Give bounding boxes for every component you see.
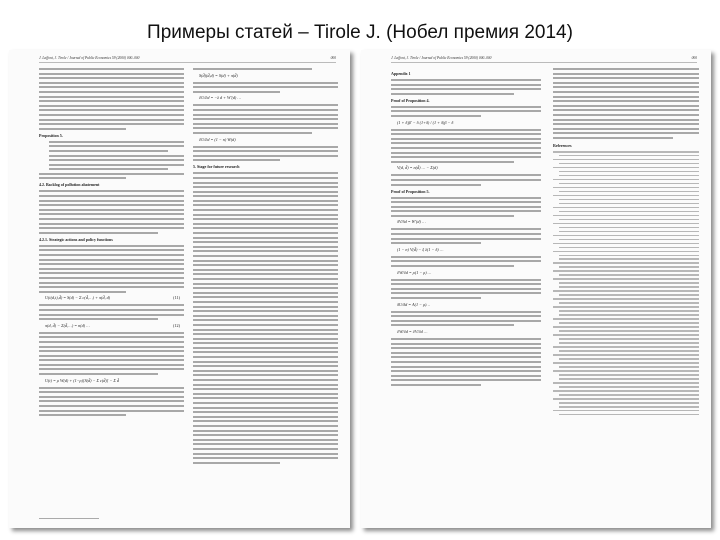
text-column-right xyxy=(193,68,338,520)
text-column-left xyxy=(391,68,541,520)
section-heading: 4.2. Backlog of pollution abatement xyxy=(39,182,100,188)
equation: V(d, d̃) = n(d̃) … − Σ(d) xyxy=(397,165,438,171)
equation: ∂W/∂d = ρ(1 − ρ) … xyxy=(397,269,432,275)
text-column-left xyxy=(39,68,184,520)
reference-list xyxy=(553,151,699,416)
equation: U(t) = ρ W(d) + (1−ρ)[S(d̃) − Σ c(d̃)] − Σ d̃ xyxy=(45,377,119,383)
proof-heading: Proof of Proposition 4. xyxy=(391,97,430,103)
page-header xyxy=(39,56,336,63)
equation: S(d̃)(d̃,d) = S(d) + π(d̃) xyxy=(199,72,238,78)
equation: ∂U/∂d = −λ d + W′(d) … xyxy=(199,95,242,101)
footnote-rule xyxy=(39,518,99,519)
proposition-heading: Proposition 5. xyxy=(39,132,63,138)
page-number: 000 xyxy=(330,56,336,60)
subsection-heading: 4.2.1. Strategic actions and policy functions xyxy=(39,236,113,242)
equation: (1 + δ)β′ − δ (1+δ) / (1 + δ)β − δ xyxy=(397,119,454,125)
equation: ∂U/∂d = (1 − n) W(d) xyxy=(199,136,236,142)
text-column-right xyxy=(553,68,699,520)
appendix-heading: Appendix 1 xyxy=(391,71,411,76)
equation: (1 − n) V(d̃) − ξ λ(1 − δ) … xyxy=(397,246,444,252)
equation: ∂W/∂d = ∂V/∂d … xyxy=(397,328,428,334)
page-header-citation: J. Laffont, J. Tirole / Journal of Public Economics 59 (2000) 000–000 xyxy=(39,56,140,60)
section-heading: 5. Stage for future research xyxy=(193,164,240,170)
references-heading: References xyxy=(553,142,572,148)
slide-title: Примеры статей – Tirole J. (Нобел премия 2014) xyxy=(147,22,573,43)
page-number: 000 xyxy=(691,56,697,60)
equation: δU/δd = A(1 − ρ)… xyxy=(397,301,431,307)
proof-heading: Proof of Proposition 5. xyxy=(391,188,430,194)
article-page-left xyxy=(9,50,350,528)
equation: U(t(d,t),d̃) = S(d) − Σ c(d̃,…) + π(d̃, d) (11) xyxy=(45,295,180,301)
article-page-right xyxy=(361,50,711,528)
equation: δV/δd = W′(d) … xyxy=(397,219,426,225)
equation: π(d, d̃) − Σ(d̃,…) = n(d) … (12) xyxy=(45,322,180,328)
page-header-citation: J. Laffont, J. Tirole / Journal of Public Economics 59 (2000) 000–000 xyxy=(391,56,492,60)
page-header xyxy=(391,56,697,63)
